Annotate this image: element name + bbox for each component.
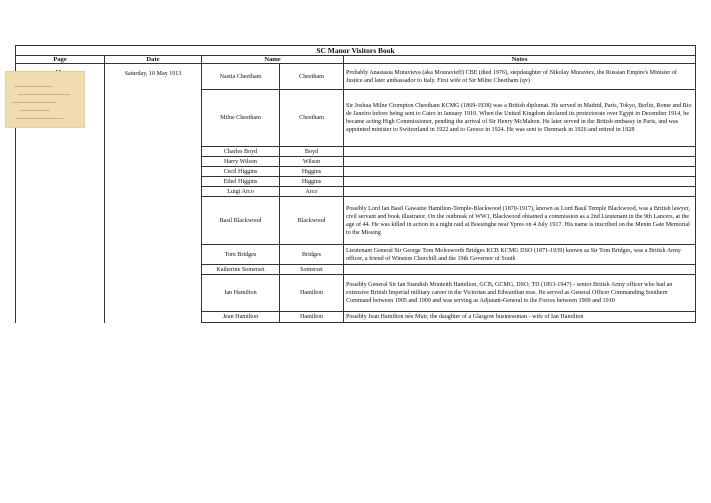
visitor-name: Luigi Arco <box>202 187 280 197</box>
visitor-notes: Sir Joshua Milne Crompton Cheetham KCMG (1869-1938) was a British diplomat. He served in Madrid, Paris, Tokyo, Berlin, Rome and Rio de Janeiro before being sent to Cairo in January 1910. When the United Kingdom declared its protectorate over Egypt in December 1914, he became acting High Commissioner, pending the arrival of Sir Henry McMahon. He later served in the British embassy in Paris, and was appointed minister to Switzerland in 1922 and to Greece in 1924. He was sent to Denmark in 1926 and retired in 1928 <box>344 90 696 147</box>
visitor-surname: Higgins <box>280 167 344 177</box>
visitor-notes <box>344 147 696 157</box>
visitor-notes <box>344 177 696 187</box>
table-row <box>16 64 696 90</box>
visitor-name: Milne Cheetham <box>202 90 280 147</box>
sheet-title: SC Manor Visitors Book <box>16 46 696 56</box>
visitors-book-sheet <box>15 45 695 323</box>
visitor-surname: Bridges <box>280 245 344 265</box>
visitor-notes <box>344 157 696 167</box>
visitor-name: Cecil Higgins <box>202 167 280 177</box>
visitor-surname: Hamilton <box>280 312 344 323</box>
visitor-surname: Blackwood <box>280 197 344 245</box>
header-name: Name <box>202 56 344 64</box>
visitor-name: Tom Bridges <box>202 245 280 265</box>
visitor-notes: Possibly Lord Ian Basil Gawaine Hamilton-Temple-Blackwood (1870-1917), known as Lord Basil Temple Blackwood, was a British lawyer, civil servant and book illustrator. On the outbreak of WW1, Blackwood obtained a commission as a 2nd Lieutenant in the 9th Lancers, at the age of 44. He was killed in action in a night raid at Boesinghe near Ypres on 4 July 1917. His name is inscribed on the Menin Gate Memorial to the Missing <box>344 197 696 245</box>
date-cell <box>105 64 202 323</box>
visitor-name: Ethel Higgins <box>202 177 280 187</box>
visitor-notes: Possibly Jean Hamilton née Muir, the daughter of a Glasgow businessman - wife of Ian Hamilton <box>344 312 696 323</box>
visitor-name: Charles Boyd <box>202 147 280 157</box>
visitor-surname: Somerset <box>280 265 344 275</box>
visitor-notes: Lieutenant General Sir George Tom Molesworth Bridges KCB KCMG DSO (1871-1939) known as Sir Tom Bridges, was a British Army officer, a friend of Winston Churchill and the 19th Governor of South <box>344 245 696 265</box>
visitor-surname: Arco <box>280 187 344 197</box>
visitor-name: Basil Blackwood <box>202 197 280 245</box>
visitors-book-page-thumbnail <box>5 71 85 128</box>
visitor-surname: Cheetham <box>280 64 344 90</box>
visitor-name: Ian Hamilton <box>202 275 280 312</box>
visitor-name: Jean Hamilton <box>202 312 280 323</box>
header-notes: Notes <box>344 56 696 64</box>
visitor-notes: Probably Anastasia Muravieva (aka Mouravieff) CBE (died 1976), stepdaughter of Nikolay Muraviev, the Russian Empire's Minister of Justice and later ambassador to Italy. First wife of Sir Milne Cheetham (qv) <box>344 64 696 90</box>
visitor-surname: Higgins <box>280 177 344 187</box>
visitor-name: Harry Wilson <box>202 157 280 167</box>
visitor-surname: Wilson <box>280 157 344 167</box>
visitor-surname: Boyd <box>280 147 344 157</box>
visitor-notes: Possibly General Sir Ian Standish Monteith Hamilton, GCB, GCMG, DSO, TD (1853-1947) - senior British Army officer who had an extensive British Imperial military career in the Victorian and Edwardian eras. He served as General Officer Commanding Southern Command between 1905 and 1909 and was serving as Adjutant-General to the Forces between 1909 and 1910 <box>344 275 696 312</box>
visitor-notes <box>344 187 696 197</box>
visitors-table <box>15 45 696 323</box>
header-page: Page <box>16 56 105 64</box>
visit-date: Saturday, 10 May 1913 <box>124 71 182 77</box>
visitor-name: Katherine Somerset <box>202 265 280 275</box>
header-date: Date <box>105 56 202 64</box>
visitor-notes <box>344 167 696 177</box>
visitor-surname: Cheetham <box>280 90 344 147</box>
visitor-notes <box>344 265 696 275</box>
visitor-surname: Hamilton <box>280 275 344 312</box>
visitor-name: Nastia Cheetham <box>202 64 280 90</box>
